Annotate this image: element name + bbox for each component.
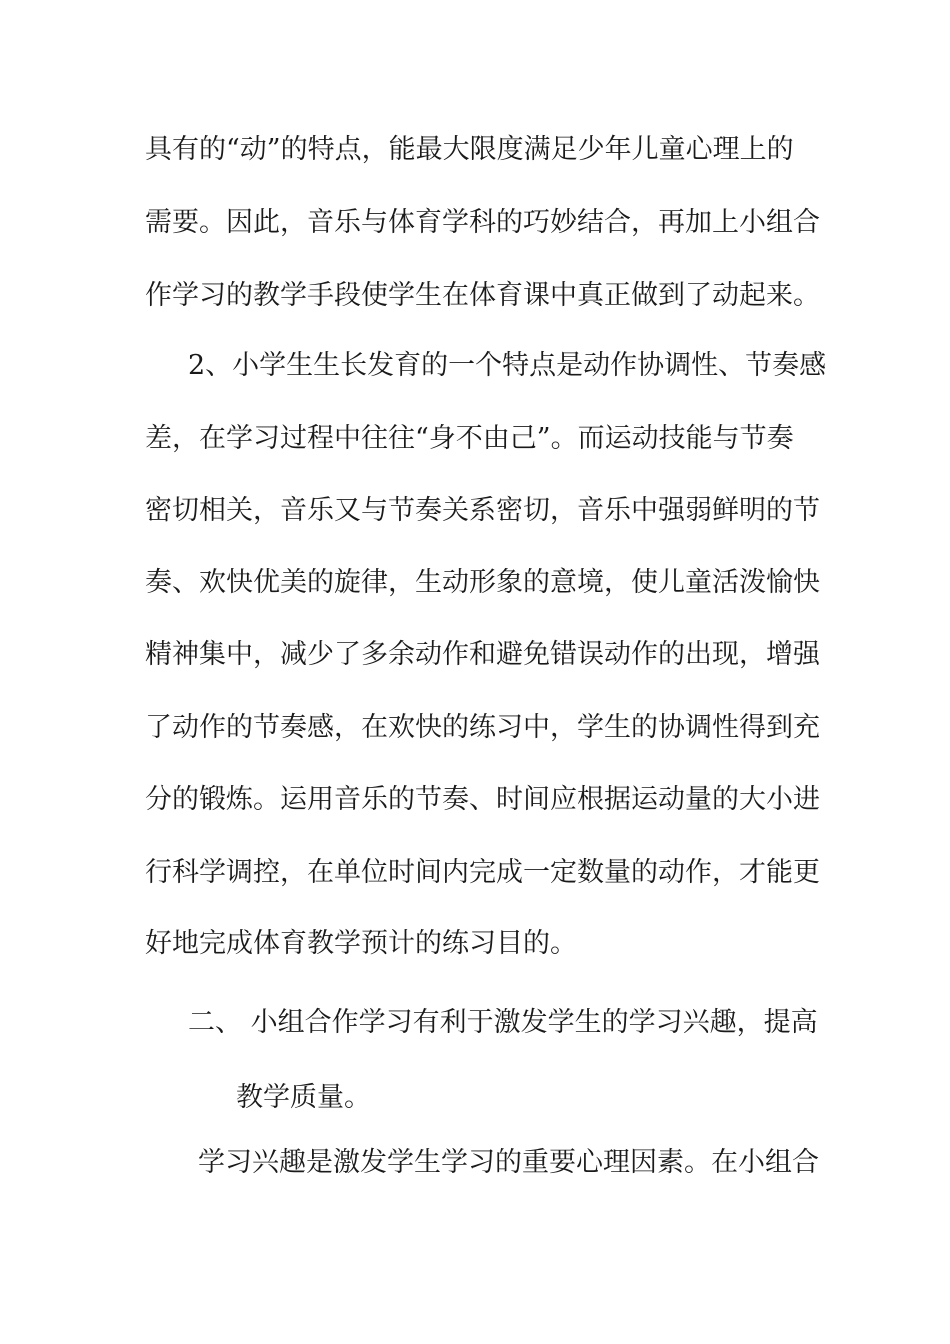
text-line: 分的锻炼。运用音乐的节奏、时间应根据运动量的大小进: [145, 784, 820, 815]
section-heading-continuation: 教学质量。: [236, 1082, 371, 1113]
text-line: 行科学调控，在单位时间内完成一定数量的动作，才能更: [145, 857, 820, 888]
text-line: 2、小学生生长发育的一个特点是动作协调性、节奏感: [188, 350, 827, 381]
text-line: 精神集中，减少了多余动作和避免错误动作的出现，增强: [145, 639, 820, 670]
text-line: 学习兴趣是激发学生学习的重要心理因素。在小组合: [198, 1147, 819, 1178]
text-line: 了动作的节奏感，在欢快的练习中，学生的协调性得到充: [145, 712, 820, 743]
section-heading: 二、 小组合作学习有利于激发学生的学习兴趣，提高: [188, 1007, 818, 1038]
text-line: 密切相关，音乐又与节奏关系密切，音乐中强弱鲜明的节: [145, 495, 820, 526]
text-line: 奏、欢快优美的旋律，生动形象的意境，使儿童活泼愉快: [145, 567, 820, 598]
text-line: 需要。因此，音乐与体育学科的巧妙结合，再加上小组合: [145, 207, 820, 238]
text-line: 作学习的教学手段使学生在体育课中真正做到了动起来。: [145, 280, 820, 311]
text-line: 差，在学习过程中往往“身不由己”。而运动技能与节奏: [145, 423, 794, 454]
text-line: 好地完成体育教学预计的练习目的。: [145, 928, 577, 959]
text-line: 具有的“动”的特点，能最大限度满足少年儿童心理上的: [145, 134, 794, 165]
